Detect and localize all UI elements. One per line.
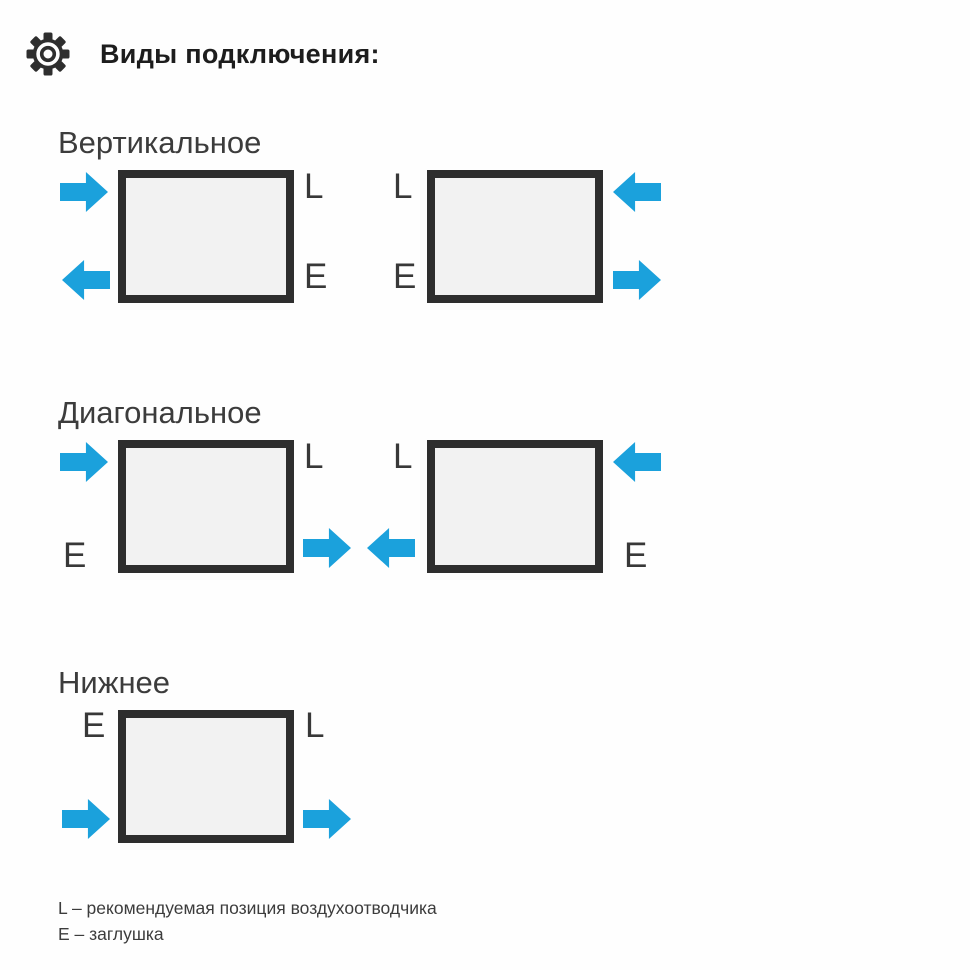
port-label-air-vent: L [304,437,324,476]
radiator-rect [427,170,603,303]
inlet-arrow-left-icon [613,172,661,212]
section-title-vertical: Вертикальное [58,125,262,160]
port-label-air-vent: L [305,706,325,745]
radiator-rect [427,440,603,573]
outlet-arrow-right-icon [303,799,351,839]
inlet-arrow-right-icon [62,799,110,839]
inlet-arrow-left-icon [613,442,661,482]
port-label-plug: E [624,536,648,575]
port-label-air-vent: L [393,167,413,206]
inlet-arrow-right-icon [60,442,108,482]
legend-line-air-vent: L – рекомендуемая позиция воздухоотводчика [58,898,437,918]
port-label-plug: E [304,257,328,296]
radiator-rect [118,710,294,843]
gear-icon [26,30,70,78]
port-label-air-vent: L [393,437,413,476]
port-label-plug: E [393,257,417,296]
page-title: Виды подключения: [100,39,380,69]
inlet-arrow-right-icon [60,172,108,212]
port-label-plug: E [63,536,87,575]
port-label-air-vent: L [304,167,324,206]
legend-line-plug: E – заглушка [58,923,164,944]
port-label-plug: E [82,706,106,745]
outlet-arrow-right-icon [613,260,661,300]
section-title-diagonal: Диагональное [58,395,262,430]
radiator-rect [118,440,294,573]
section-title-bottom: Нижнее [58,665,171,700]
radiator-rect [118,170,294,303]
outlet-arrow-right-icon [303,528,351,568]
outlet-arrow-left-icon [62,260,110,300]
legend [58,896,437,947]
outlet-arrow-left-icon [367,528,415,568]
